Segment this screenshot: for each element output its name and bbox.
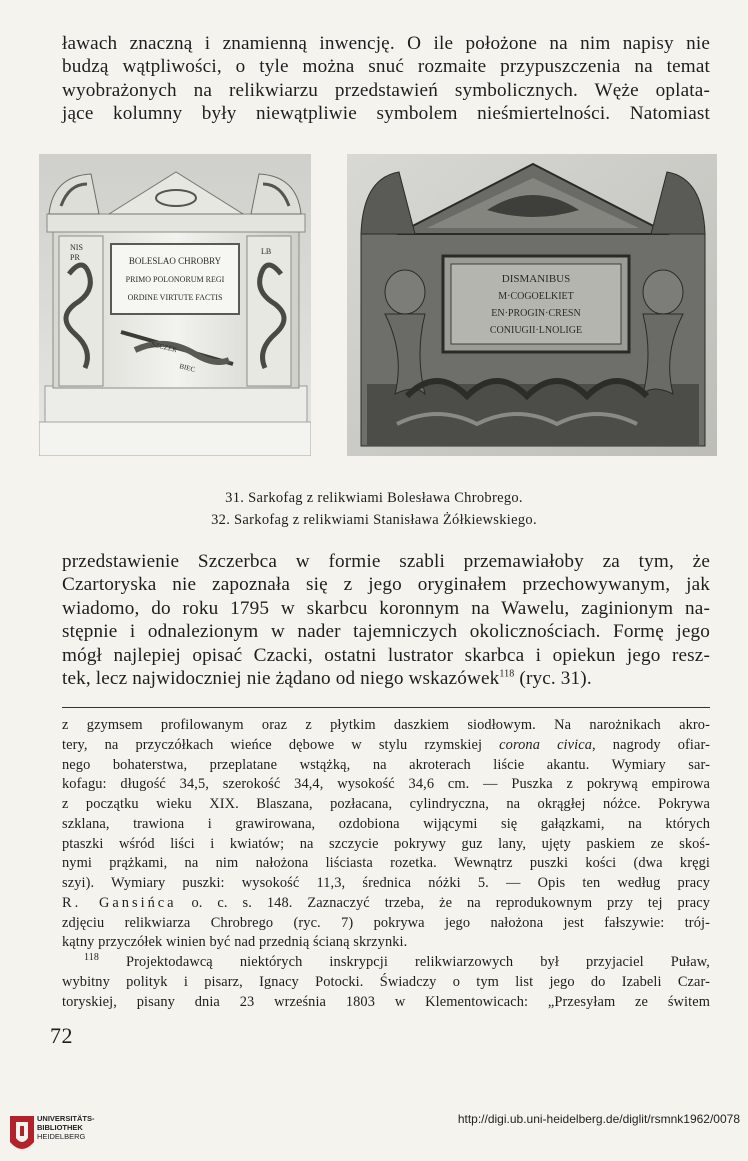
footnote-reference[interactable]: 118	[499, 668, 515, 680]
footnote-line: szyi). Wymiary puszki: wysokość 11,3, średnica nóżki 5. — Opis ten według pracy	[62, 875, 710, 891]
footnote-line: z gzymsem profilowanym oraz z płytkim daszkiem siodłowym. Na narożnikach akro-	[62, 717, 710, 733]
text-fragment: o. c. s. 148. Zaznaczyć trzeba, że na reprodukownym przy tej pracy	[191, 894, 710, 911]
figure-chrobry-sarcophagus	[39, 154, 311, 456]
footnote-line: toryskiej, pisany dnia 23 września 1803 w Klementowicach: „Przesyłam ze świtem	[62, 993, 710, 1010]
footnote-line: nego bohaterstwa, przeplatane wstążką, na akroterach liście akantu. Wymiary sar-	[62, 756, 710, 773]
ribbon-lettering: BIEC	[178, 362, 196, 374]
inscription-line: DISMANIBUS	[501, 273, 571, 285]
footnote-line	[62, 736, 710, 756]
figure-caption-32: 32. Sarkofag z relikwiami Stanisława Żółkiewskiego.	[211, 512, 537, 528]
text-fragment: tery, na przyczółkach wieńce dębowe w stylu rzymskiej	[62, 736, 483, 753]
logo-line: BIBLIOTHEK	[37, 1123, 83, 1132]
footnote-line: szklana, trawiona i grawirowana, ozdobiona wijącymi się gałązkami, na których	[62, 815, 710, 832]
text-line: mógł najlepiej opisać Czacki, ostatni lustrator skarbca i opiekun jego resz-	[62, 644, 710, 666]
page-number: 72	[50, 1023, 73, 1048]
logo-line: HEIDELBERG	[37, 1132, 86, 1141]
italic-term: corona civica	[499, 736, 593, 753]
text-line: stępnie i odnalezionym w nader tajemniczych okolicznościach. Formę jego	[62, 621, 710, 643]
footnote-number: 118	[84, 952, 99, 964]
text-line: budzą wątpliwości, o tyle można snuć rozmaite przypuszczenia na temat	[62, 56, 710, 78]
text-fragment: (ryc. 31).	[519, 667, 592, 689]
logo-text	[37, 1114, 95, 1141]
footnote-line	[62, 894, 710, 914]
figure-caption-31: 31. Sarkofag z relikwiami Bolesława Chrobrego.	[225, 490, 523, 506]
logo-line: UNIVERSITÄTS-	[37, 1114, 95, 1123]
inscription-line: M·COGOELKIET	[498, 291, 574, 302]
inscription-line: CONIUGII·LNOLIGE	[489, 325, 583, 336]
text-line: Czartoryska nie zapoznała się z jego oryginałem przechowywanym, jak	[62, 574, 710, 596]
text-line-last	[62, 667, 710, 690]
text-line: wyobrażonych na relikwiarzu przedstawień symbolicznych. Węże oplata-	[62, 79, 710, 101]
footnotes	[62, 716, 710, 1012]
footnote-line	[62, 953, 710, 973]
text-fragment: Projektodawcą niektórych inskrypcji relikwiarzowych był przyjaciel Puław,	[125, 954, 710, 970]
footnote-line: ptaszki wśród liści i kwiatów; na szczycie pokrywy guz lany, ujęty paskiem ze skoś-	[62, 835, 710, 852]
text-line: wiadomo, do roku 1795 w skarbcu koronnym na Wawelu, zaginionym na-	[62, 597, 710, 619]
footnote-divider	[62, 707, 710, 708]
footnote-line: nymi prążkami, na nim nałożona liściasta rozetka. Wewnątrz puszki kości (dwa kręgi	[62, 855, 710, 872]
inscription-line: EN·PROGIN·CRESN	[491, 308, 581, 319]
text-line: ławach znaczną i znamienną inwencję. O ile położone na nim napisy nie	[62, 33, 710, 54]
footnote-line: zdjęciu relikwiarza Chrobrego (ryc. 7) pokrywa jego nałożona jest fałszywie: trój-	[62, 914, 710, 931]
inscription-line: ORDINE VIRTUTE FACTIS	[127, 293, 223, 302]
text-line: jące kolumny były niewątpliwie symbolem nieśmiertelności. Natomiast	[62, 103, 710, 125]
footnote-line: kofagu: długość 34,5, szerokość 34,4, wysokość 34,6 cm. — Puszka z pokrywą empirowa	[62, 776, 710, 793]
author-name: R. Gansińca	[62, 894, 177, 911]
footnote-line: wybitny polityk i pisarz, Ignacy Potocki. Świadczy o tym list jego do Izabeli Czar-	[62, 973, 710, 990]
footnote-line: z początku wieku XIX. Blaszana, pozłacana, cylindryczna, na okrągłej nóżce. Pokrywa	[62, 796, 710, 812]
text-fragment: , nagrody ofiar-	[592, 736, 711, 753]
figure-zolkiewski-sarcophagus	[347, 154, 717, 456]
ribbon-lettering: SZCZER	[150, 340, 178, 355]
column-lettering: LB	[261, 247, 272, 256]
inscription-line: PRIMO POLONORUM REGI	[125, 275, 225, 284]
inscription-line: BOLESLAO CHROBRY	[128, 256, 222, 266]
column-lettering: NIS	[70, 243, 83, 252]
source-url-link[interactable]: http://digi.ub.uni-heidelberg.de/diglit/rsmnk1962/0078	[457, 1112, 740, 1126]
footnote-line: kątny przyczółek winien być nad przednią ścianą skrzynki.	[62, 934, 408, 951]
middle-paragraph	[62, 550, 710, 690]
text-line: przedstawienie Szczerbca w formie szabli przemawiałoby za tym, że	[62, 551, 710, 572]
top-paragraph	[62, 32, 710, 126]
column-lettering: PR	[70, 253, 80, 262]
text-fragment: tek, lecz najwidoczniej nie żądano od niego wskazówek	[62, 667, 500, 689]
